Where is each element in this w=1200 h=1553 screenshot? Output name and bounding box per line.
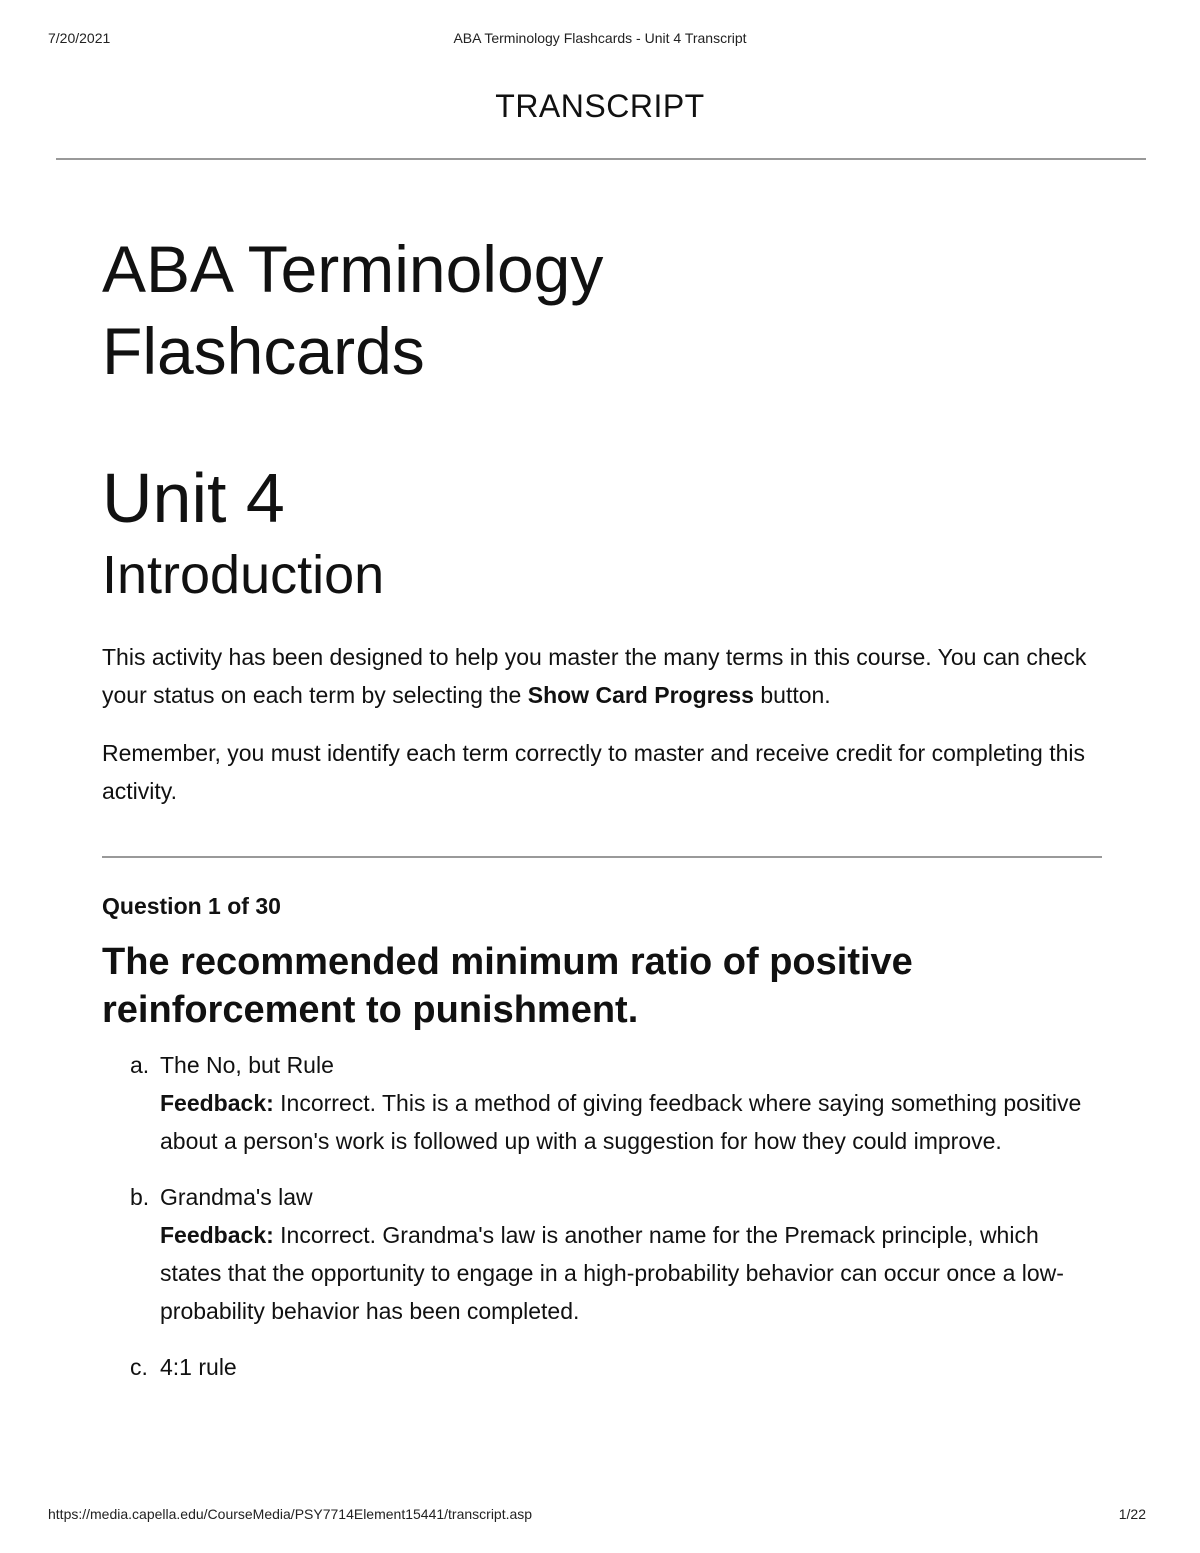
print-footer [48, 1506, 1146, 1526]
print-header [48, 30, 1152, 50]
print-date: 7/20/2021 [48, 30, 111, 46]
feedback-text: Incorrect. This is a method of giving feedback where saying something positive about a person's work is followed up with a suggestion for how they could improve. [160, 1090, 1082, 1154]
section-title: Introduction [102, 545, 385, 605]
intro-paragraph-2: Remember, you must identify each term correctly to master and receive credit for completing this activity. [102, 740, 1086, 804]
answer-item-a [130, 1046, 1102, 1160]
answer-label: 4:1 rule [160, 1354, 237, 1380]
answer-list [102, 1046, 1102, 1386]
intro-p1-text-before: This activity has been designed to help you master the many terms in this course. You can check your status on each term by selecting the [102, 644, 1087, 708]
page-number: 1/22 [1118, 1506, 1146, 1522]
intro-p1-text-after: button. [753, 682, 831, 708]
feedback-label: Feedback: [160, 1222, 274, 1248]
feedback-text: Incorrect. Grandma's law is another name for the Premack principle, which states that the opportunity to engage in a high-probability behavior can occur once a low-probability behavior has been completed. [160, 1222, 1064, 1324]
section-divider [102, 856, 1102, 858]
answer-item-c [130, 1348, 1102, 1386]
answer-letter: c. [130, 1354, 148, 1380]
page-title [102, 228, 1102, 392]
show-card-progress-ref: Show Card Progress [527, 682, 754, 708]
answer-letter: b. [130, 1184, 150, 1210]
page-url: https://media.capella.edu/CourseMedia/PSY7714Element15441/transcript.asp [48, 1506, 533, 1522]
question-text: The recommended minimum ratio of positive reinforcement to punishment. [102, 941, 913, 1031]
top-divider [56, 158, 1146, 160]
feedback-label: Feedback: [160, 1090, 274, 1116]
intro-paragraph-1 [102, 638, 1102, 714]
answer-feedback [130, 1216, 1102, 1330]
answer-label: Grandma's law [160, 1184, 313, 1210]
page-title-line2: Flashcards [102, 314, 425, 388]
answer-letter: a. [130, 1052, 150, 1078]
answer-item-b [130, 1178, 1102, 1330]
question-counter: Question 1 of 30 [102, 893, 281, 919]
print-title: ABA Terminology Flashcards - Unit 4 Transcript [453, 30, 747, 46]
answer-label: The No, but Rule [160, 1052, 334, 1078]
answer-feedback [130, 1084, 1102, 1160]
transcript-content [102, 228, 1102, 1404]
unit-title: Unit 4 [102, 459, 285, 537]
page-title-line1: ABA Terminology [102, 232, 604, 306]
transcript-heading: TRANSCRIPT [495, 88, 705, 124]
